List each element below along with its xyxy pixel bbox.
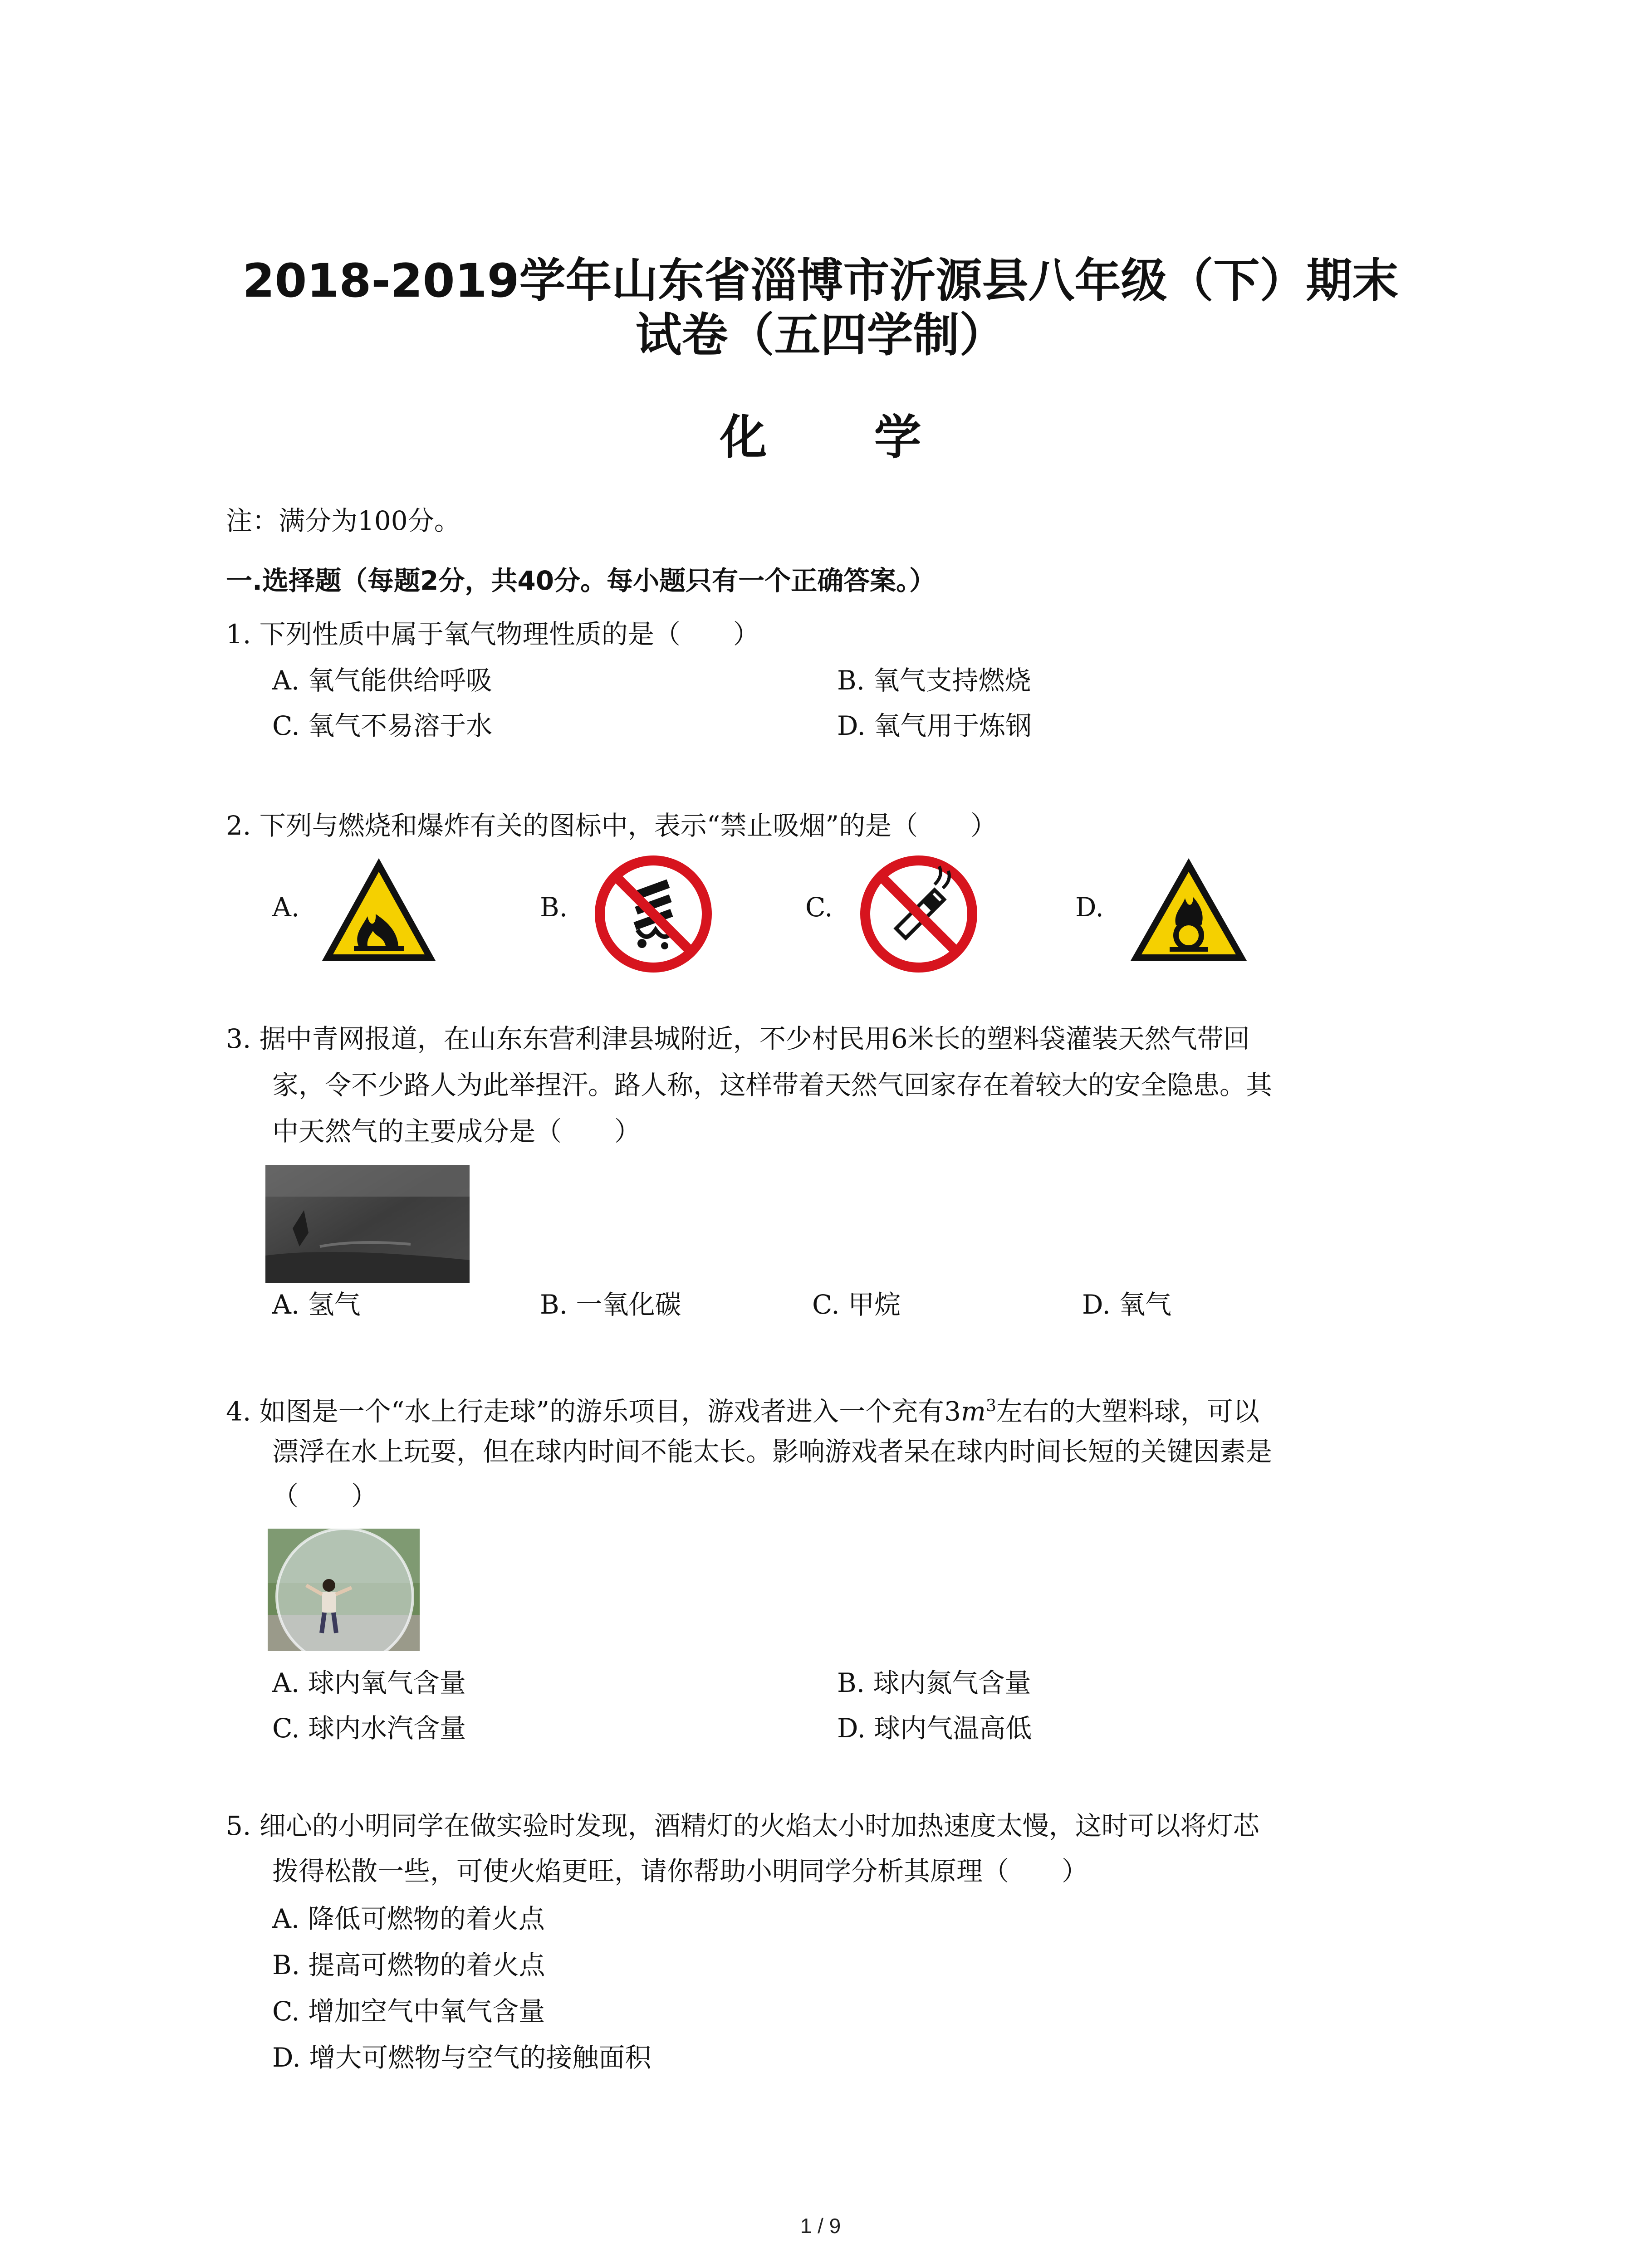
question-2-option-d: D. bbox=[1075, 892, 1104, 923]
question-3-option-a: A. 氢气 bbox=[272, 1289, 361, 1320]
natural-gas-bag-photo bbox=[265, 1165, 470, 1283]
question-5-option-d: D. 增大可燃物与空气的接触面积 bbox=[272, 2042, 652, 2073]
page-number: 1 / 9 bbox=[800, 2214, 841, 2238]
question-4-line-3: （ ） bbox=[272, 1481, 378, 1511]
question-4-option-a: A. 球内氧气含量 bbox=[272, 1667, 466, 1698]
volume-unit: m bbox=[960, 1396, 986, 1427]
question-3-line-3: 中天然气的主要成分是（ ） bbox=[272, 1116, 641, 1147]
oxidizer-warning-icon bbox=[1125, 853, 1252, 966]
subject-heading: 化 学 bbox=[720, 410, 967, 465]
question-4-line-1 bbox=[226, 1388, 1259, 1429]
question-1-stem: 1. 下列性质中属于氧气物理性质的是（ ） bbox=[226, 619, 759, 650]
question-2-stem: 2. 下列与燃烧和爆炸有关的图标中，表示“禁止吸烟”的是（ ） bbox=[226, 810, 997, 841]
question-5-line-1: 5. 细心的小明同学在做实验时发现，酒精灯的火焰太小时加热速度太慢，这时可以将灯芯 bbox=[226, 1810, 1259, 1841]
question-4-option-b: B. 球内氮气含量 bbox=[837, 1667, 1031, 1698]
question-1-option-a: A. 氧气能供给呼吸 bbox=[272, 665, 492, 696]
section-heading: 一.选择题（每题2分，共40分。每小题只有一个正确答案。） bbox=[226, 565, 936, 596]
flammable-warning-icon bbox=[318, 853, 440, 966]
question-3-option-d: D. 氧气 bbox=[1082, 1289, 1172, 1320]
question-3-option-c: C. 甲烷 bbox=[812, 1289, 901, 1320]
question-2-option-c: C. bbox=[805, 892, 833, 923]
question-4-line-1-end: 左右的大塑料球，可以 bbox=[996, 1396, 1259, 1427]
question-1-option-b: B. 氧气支持燃烧 bbox=[837, 665, 1031, 696]
no-fireworks-icon bbox=[592, 853, 715, 975]
question-3-option-b: B. 一氧化碳 bbox=[540, 1289, 681, 1320]
water-walking-ball-photo bbox=[268, 1529, 420, 1651]
volume-exponent: 3 bbox=[985, 1397, 996, 1415]
question-4-option-c: C. 球内水汽含量 bbox=[272, 1713, 466, 1744]
exam-title-line2: 试卷（五四学制） bbox=[635, 308, 1006, 362]
question-1-option-d: D. 氧气用于炼钢 bbox=[837, 710, 1032, 741]
question-4-option-d: D. 球内气温高低 bbox=[837, 1713, 1032, 1744]
question-5-line-2: 拨得松散一些，可使火焰更旺，请你帮助小明同学分析其原理（ ） bbox=[272, 1856, 1088, 1887]
question-2-option-a: A. bbox=[272, 892, 300, 923]
question-1-option-c: C. 氧气不易溶于水 bbox=[272, 710, 493, 741]
question-3-line-1: 3. 据中青网报道，在山东东营利津县城附近，不少村民用6米长的塑料袋灌装天然气带回 bbox=[226, 1023, 1250, 1054]
question-2-option-b: B. bbox=[540, 892, 568, 923]
question-4-line-1-text: 4. 如图是一个“水上行走球”的游乐项目，游戏者进入一个充有3 bbox=[226, 1396, 961, 1427]
question-3-line-2: 家，令不少路人为此举捏汗。路人称，这样带着天然气回家存在着较大的安全隐患。其 bbox=[272, 1070, 1273, 1100]
question-5-option-c: C. 增加空气中氧气含量 bbox=[272, 1996, 545, 2027]
question-4-line-2: 漂浮在水上玩耍，但在球内时间不能太长。影响游戏者呆在球内时间长短的关键因素是 bbox=[272, 1436, 1273, 1467]
exam-title-line1: 2018-2019学年山东省淄博市沂源县八年级（下）期末 bbox=[242, 254, 1399, 308]
score-note: 注：满分为100分。 bbox=[226, 505, 460, 536]
question-5-option-b: B. 提高可燃物的着火点 bbox=[272, 1950, 545, 1980]
no-smoking-icon bbox=[857, 853, 980, 975]
question-5-option-a: A. 降低可燃物的着火点 bbox=[272, 1903, 545, 1934]
